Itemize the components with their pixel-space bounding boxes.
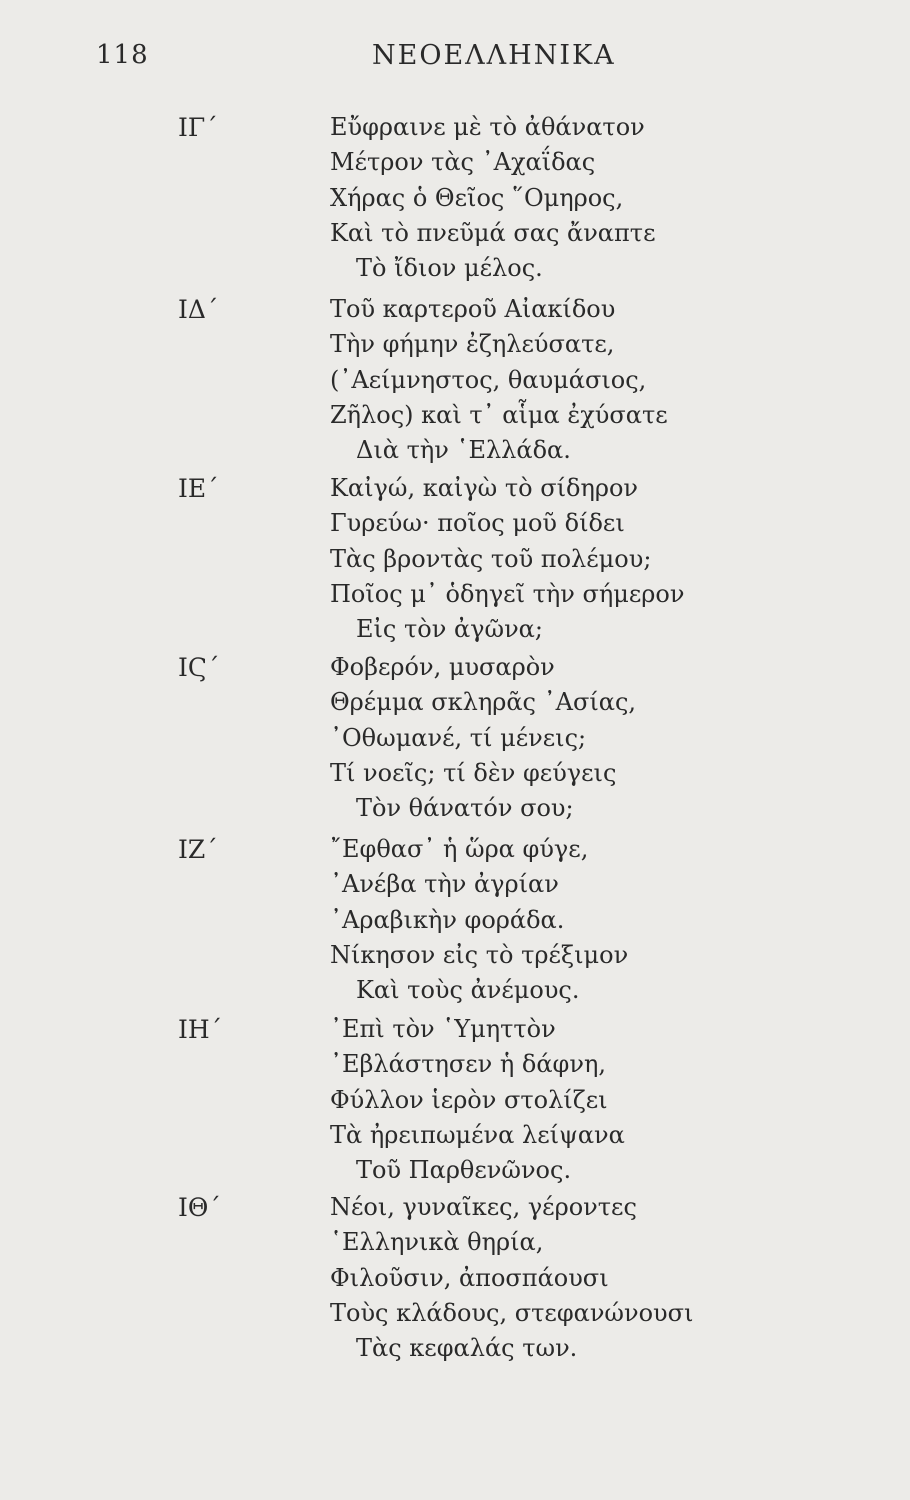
page-header xyxy=(0,40,910,80)
verse-lines xyxy=(330,1012,625,1188)
verse-line: Ζῆλος) καὶ τ᾿ αἷμα ἐχύσατε xyxy=(330,400,668,429)
verse-line: Τὰς βροντὰς τοῦ πολέμου; xyxy=(330,544,652,573)
verse-lines xyxy=(330,650,636,826)
verse-line: ῾Ελληνικὰ θηρία, xyxy=(330,1228,544,1257)
verse-line: Θρέμμα σκληρᾶς ᾿Ασίας, xyxy=(330,688,637,717)
verse-line: ᾿Επὶ τὸν ῾Υμηττὸν xyxy=(330,1015,556,1043)
verse-lines xyxy=(330,471,684,647)
verse-line: Τὰς κεφαλάς των. xyxy=(356,1334,578,1363)
verse-line: Φοβερόν, μυσαρὸν xyxy=(330,653,555,681)
verse-line: Ποῖος μ᾿ ὁδηγεῖ τὴν σήμερον xyxy=(330,579,685,608)
stanza-number: ΙΓ΄ xyxy=(178,113,218,142)
stanza-number: ΙϚ΄ xyxy=(178,653,220,682)
verse-line: Τί νοεῖς; τί δὲν φεύγεις xyxy=(330,758,617,787)
verse-line: Καὶ τοὺς ἀνέμους. xyxy=(356,976,580,1005)
verse-line: Γυρεύω· ποῖος μοῦ δίδει xyxy=(330,509,625,538)
stanza-number: ΙΘ΄ xyxy=(178,1193,221,1222)
verse-line: Διὰ τὴν ῾Ελλάδα. xyxy=(356,436,571,465)
verse-line: Μέτρον τὰς ᾿Αχαΐδας xyxy=(330,148,596,177)
verse-line: Φιλοῦσιν, ἀποσπάουσι xyxy=(330,1263,609,1292)
verse-line: (᾿Αείμνηστος, θαυμάσιος, xyxy=(330,365,647,394)
verse-line: Τοῦ καρτεροῦ Αἰακίδου xyxy=(330,295,616,323)
verse-line: Καὶ τὸ πνεῦμά σας ἄναπτε xyxy=(330,218,656,247)
running-title: ΝΕΟΕΛΛΗΝΙΚΑ xyxy=(372,40,616,71)
verse-line: Νέοι, γυναῖκες, γέροντες xyxy=(330,1193,637,1221)
verse-lines xyxy=(330,832,628,1008)
verse-line: Νίκησον εἰς τὸ τρέξιμον xyxy=(330,940,629,969)
verse-line: ᾿Ανέβα τὴν ἀγρίαν xyxy=(330,870,559,899)
verse-line: ῎Εφθασ᾿ ἡ ὥρα φύγε, xyxy=(330,835,589,863)
verse-line: Τοῦ Παρθενῶνος. xyxy=(356,1156,572,1185)
verse-line: Εἰς τὸν ἀγῶνα; xyxy=(356,615,543,644)
stanza-number: ΙΔ΄ xyxy=(178,295,219,324)
stanza-number: ΙΖ΄ xyxy=(178,835,218,864)
verse-line: Καἰγώ, καἰγὼ τὸ σίδηρον xyxy=(330,474,639,502)
verse-line: Τὸν θάνατόν σου; xyxy=(356,794,574,823)
verse-lines xyxy=(330,1190,693,1366)
verse-line: Εὔφραινε μὲ τὸ ἀθάνατον xyxy=(330,113,645,141)
verse-line: Χήρας ὁ Θεῖος ῞Ομηρος, xyxy=(330,183,624,212)
verse-lines xyxy=(330,292,668,468)
verse-line: ᾿Αραβικὴν φοράδα. xyxy=(330,905,565,934)
verse-line: Τοὺς κλάδους, στεφανώνουσι xyxy=(330,1298,694,1327)
verse-line: Τὰ ἠρειπωμένα λείψανα xyxy=(330,1120,625,1149)
verse-line: Τὸ ἴδιον μέλος. xyxy=(356,254,543,283)
verse-line: ᾿Οθωμανέ, τί μένεις; xyxy=(330,723,587,752)
stanza-number: ΙΗ΄ xyxy=(178,1015,223,1044)
verse-line: ᾿Εβλάστησεν ἡ δάφνη, xyxy=(330,1050,606,1079)
page-number: 118 xyxy=(96,40,149,70)
verse-line: Τὴν φήμην ἐζηλεύσατε, xyxy=(330,330,615,359)
stanza-number: ΙΕ΄ xyxy=(178,474,219,503)
verse-lines xyxy=(330,110,656,286)
verse-line: Φύλλον ἱερὸν στολίζει xyxy=(330,1085,608,1114)
